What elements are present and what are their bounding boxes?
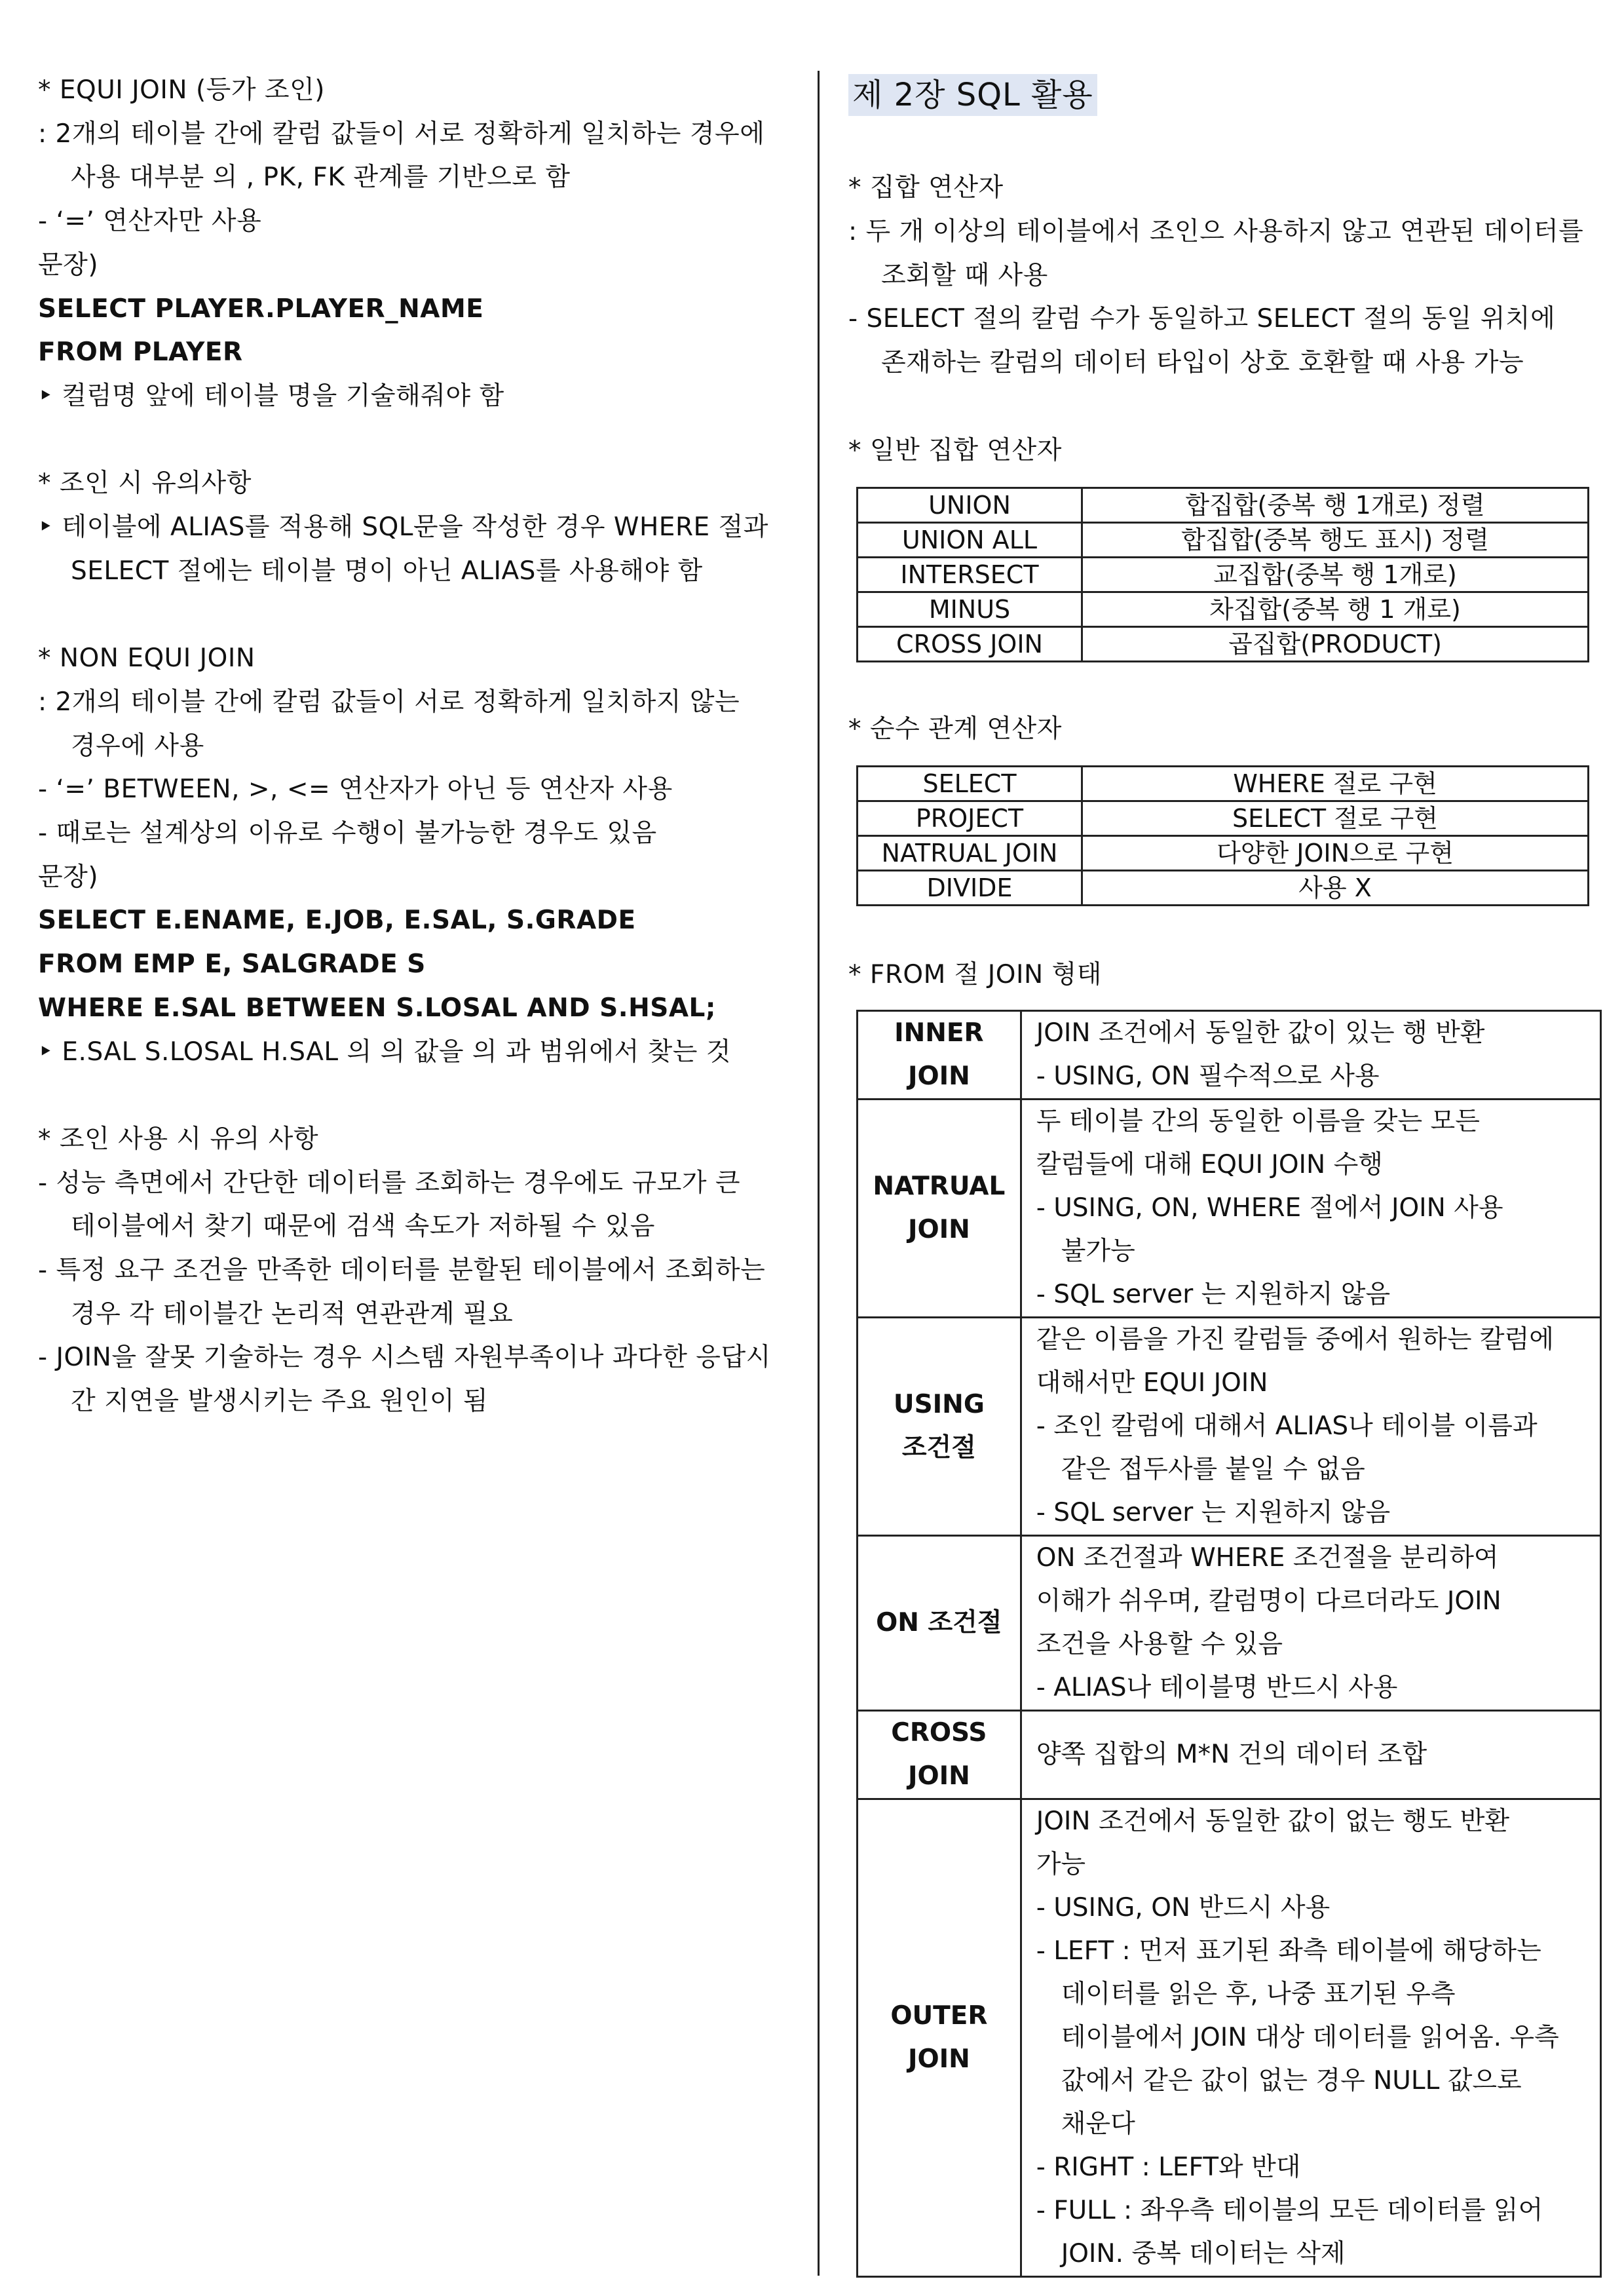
join-type-name: OUTER JOIN <box>858 1799 1021 2277</box>
table-row <box>858 1799 1601 2277</box>
general-set-table <box>856 487 1589 662</box>
join-caution-heading: * 조인 시 유의사항 <box>38 469 252 498</box>
text-line: ‣ 컬럼명 앞에 테이블 명을 기술해줘야 함 <box>38 381 504 411</box>
text-line: - 성능 측면에서 간단한 데이터를 조회하는 경우에도 규모가 큰 <box>38 1168 741 1198</box>
sql-line: SELECT E.ENAME, E.JOB, E.SAL, S.GRADE <box>38 906 636 935</box>
join-type-desc: 두 테이블 간의 동일한 이름을 갖는 모든 칼럼들에 대해 EQUI JOIN 수행 - USING, ON, WHERE 절에서 JOIN 사용 불가능 - SQL server 는 지원하지 않음 <box>1021 1100 1600 1318</box>
table-cell: WHERE 절로 구현 <box>1082 767 1589 801</box>
text-line: : 2개의 테이블 간에 칼럼 값들이 서로 정확하게 일치하는 경우에 <box>38 119 765 149</box>
text-line: ‣ 테이블에 ALIAS를 적용해 SQL문을 작성한 경우 WHERE 절과 <box>38 512 768 542</box>
text-line: 간 지연을 발생시키는 주요 원인이 됨 <box>71 1387 489 1416</box>
text-line: - JOIN을 잘못 기술하는 경우 시스템 자원부족이나 과다한 응답시 <box>38 1343 771 1372</box>
join-type-desc: JOIN 조건에서 동일한 값이 없는 행도 반환 가능 - USING, ON 반드시 사용 - LEFT : 먼저 표기된 좌측 테이블에 해당하는 데이터를 읽은 후, 나중 표기된 우측 테이블에서 JOIN 대상 데이터를 읽어옴. 우측 값에서 같은 값이 없는 경우 NULL 값으로 채운다 - RIGHT : LEFT와 반대 - FULL : 좌우측 테이블의 모든 데이터를 읽어 JOIN. 중복 데이터는 삭제 <box>1021 1799 1600 2277</box>
table-cell: MINUS <box>858 592 1082 627</box>
table-row <box>858 558 1589 592</box>
text-line: : 2개의 테이블 간에 칼럼 값들이 서로 정확하게 일치하지 않는 <box>38 687 740 717</box>
table-row <box>858 1536 1601 1711</box>
table-cell: 차집합(중복 행 1 개로) <box>1082 592 1589 627</box>
text-line: 사용 대부분 의 , PK, FK 관계를 기반으로 함 <box>71 163 571 192</box>
table-cell: SELECT 절로 구현 <box>1082 801 1589 836</box>
text-line: 테이블에서 찾기 때문에 검색 속도가 저하될 수 있음 <box>71 1212 655 1241</box>
join-type-desc: ON 조건절과 WHERE 조건절을 분리하여 이해가 쉬우며, 칼럼명이 다르더라도 JOIN 조건을 사용할 수 있음 - ALIAS나 테이블명 반드시 사용 <box>1021 1536 1600 1711</box>
join-type-name: USING 조건절 <box>858 1318 1021 1536</box>
table-row <box>858 627 1589 662</box>
text-line: - ‘=’ BETWEEN, >, <= 연산자가 아닌 등 연산자 사용 <box>38 775 673 804</box>
table-cell: 합집합(중복 행 1개로) 정렬 <box>1082 488 1589 523</box>
table-cell: 합집합(중복 행도 표시) 정렬 <box>1082 523 1589 558</box>
join-type-name: ON 조건절 <box>858 1536 1021 1711</box>
table-row <box>858 801 1589 836</box>
pure-relational-heading: * 순수 관계 연산자 <box>848 714 1062 744</box>
text-line: 조회할 때 사용 <box>881 261 1048 290</box>
sql-line: FROM EMP E, SALGRADE S <box>38 949 426 979</box>
text-line: : 두 개 이상의 테이블에서 조인으 사용하지 않고 연관된 데이터를 <box>848 217 1584 246</box>
general-set-heading: * 일반 집합 연산자 <box>848 436 1062 465</box>
table-row <box>858 1318 1601 1536</box>
sql-line: WHERE E.SAL BETWEEN S.LOSAL AND S.HSAL; <box>38 993 716 1023</box>
from-join-heading: * FROM 절 JOIN 형태 <box>848 960 1102 989</box>
text-line: - ‘=’ 연산자만 사용 <box>38 206 262 236</box>
table-cell: DIVIDE <box>858 871 1082 906</box>
table-cell: 곱집합(PRODUCT) <box>1082 627 1589 662</box>
column-divider <box>818 71 820 2276</box>
table-cell: 교집합(중복 행 1개로) <box>1082 558 1589 592</box>
table-row <box>858 592 1589 627</box>
join-type-desc: 같은 이름을 가진 칼럼들 중에서 원하는 칼럼에 대해서만 EQUI JOIN - 조인 칼럼에 대해서 ALIAS나 테이블 이름과 같은 접두사를 붙일 수 없음 - SQL server 는 지원하지 않음 <box>1021 1318 1600 1536</box>
table-row <box>858 1711 1601 1799</box>
table-row <box>858 523 1589 558</box>
table-cell: SELECT <box>858 767 1082 801</box>
table-cell: CROSS JOIN <box>858 627 1082 662</box>
text-line: 경우에 사용 <box>71 731 204 761</box>
sql-line: FROM PLAYER <box>38 337 243 367</box>
pure-relational-table <box>856 765 1589 906</box>
text-line: - 특정 요구 조건을 만족한 데이터를 분할된 테이블에서 조회하는 <box>38 1255 766 1285</box>
sql-line: SELECT PLAYER.PLAYER_NAME <box>38 294 484 324</box>
table-cell: 사용 X <box>1082 871 1589 906</box>
join-type-name: CROSS JOIN <box>858 1711 1021 1799</box>
table-cell: UNION <box>858 488 1082 523</box>
join-type-name: NATRUAL JOIN <box>858 1100 1021 1318</box>
join-type-desc: JOIN 조건에서 동일한 값이 있는 행 반환 - USING, ON 필수적으로 사용 <box>1021 1011 1600 1100</box>
text-line: ‣ E.SAL S.LOSAL H.SAL 의 의 값을 의 과 범위에서 찾는 것 <box>38 1037 732 1067</box>
join-type-table <box>856 1010 1602 2278</box>
table-row <box>858 836 1589 871</box>
chapter-title: 제 2장 SQL 활용 <box>848 74 1097 116</box>
table-cell: UNION ALL <box>858 523 1082 558</box>
table-row <box>858 1100 1601 1318</box>
table-row <box>858 1011 1601 1100</box>
text-line: - 때로는 설계상의 이유로 수행이 불가능한 경우도 있음 <box>38 818 657 848</box>
text-line: 경우 각 테이블간 논리적 연관관계 필요 <box>71 1299 514 1329</box>
text-line: - SELECT 절의 칼럼 수가 동일하고 SELECT 절의 동일 위치에 <box>848 304 1556 334</box>
non-equi-join-heading: * NON EQUI JOIN <box>38 643 255 673</box>
join-usage-heading: * 조인 사용 시 유의 사항 <box>38 1124 319 1154</box>
equi-join-heading: * EQUI JOIN (등가 조인) <box>38 75 325 105</box>
text-line: 문장) <box>38 250 99 280</box>
join-type-desc: 양쪽 집합의 M*N 건의 데이터 조합 <box>1021 1711 1600 1799</box>
text-line: 존재하는 칼럼의 데이터 타입이 상호 호환할 때 사용 가능 <box>881 348 1524 377</box>
table-cell: PROJECT <box>858 801 1082 836</box>
table-row <box>858 767 1589 801</box>
text-line: SELECT 절에는 테이블 명이 아닌 ALIAS를 사용해야 함 <box>71 556 703 586</box>
table-cell: INTERSECT <box>858 558 1082 592</box>
table-cell: 다양한 JOIN으로 구현 <box>1082 836 1589 871</box>
join-type-name: INNER JOIN <box>858 1011 1021 1100</box>
table-row <box>858 871 1589 906</box>
text-line: 문장) <box>38 862 99 892</box>
table-row <box>858 488 1589 523</box>
table-cell: NATRUAL JOIN <box>858 836 1082 871</box>
set-operator-heading: * 집합 연산자 <box>848 173 1004 202</box>
